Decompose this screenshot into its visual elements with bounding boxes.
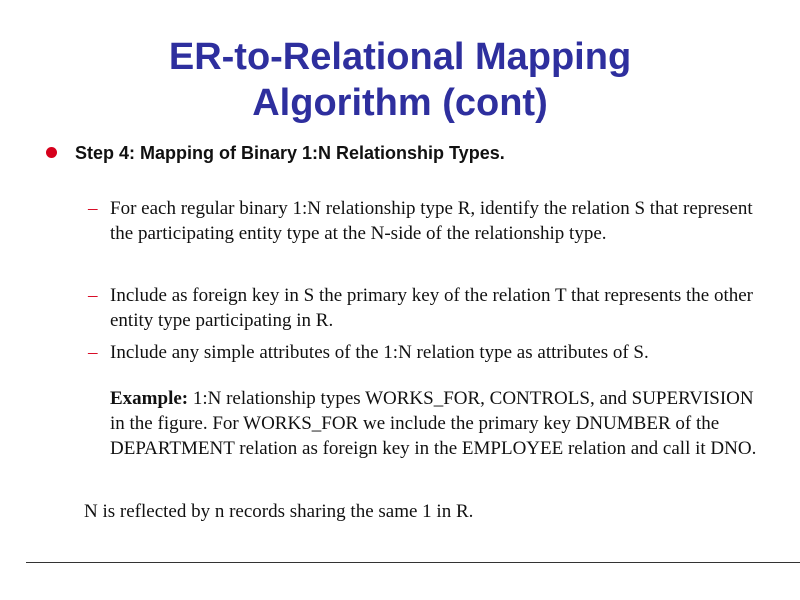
dash-icon: – xyxy=(88,198,98,219)
note-text: N is reflected by n records sharing the same 1 in R. xyxy=(84,501,474,522)
dash-icon: – xyxy=(88,285,98,306)
bullet-dot-icon xyxy=(46,147,57,158)
example-paragraph xyxy=(110,386,770,461)
example-text: 1:N relationship types WORKS_FOR, CONTROLS, and SUPERVISION in the figure. For WORKS_FOR we include the primary key DNUMBER of the DEPARTMENT relation as foreign key in the EMPLOYEE relation and call it DNO. xyxy=(110,388,757,459)
example-label: Example: xyxy=(110,388,189,409)
dash-icon: – xyxy=(88,342,98,363)
list-item-text: Include any simple attributes of the 1:N relation type as attributes of S. xyxy=(110,342,649,363)
slide-title-line-2: Algorithm (cont) xyxy=(252,82,548,124)
slide-title xyxy=(0,34,800,126)
step-heading: Step 4: Mapping of Binary 1:N Relationship Types. xyxy=(75,143,505,163)
list-item-text: Include as foreign key in S the primary key of the relation T that represents the other entity type participating in R. xyxy=(110,285,753,331)
list-item-text: For each regular binary 1:N relationship type R, identify the relation S that represent the participating entity type at the N-side of the relationship type. xyxy=(110,198,753,244)
footer-divider xyxy=(26,562,800,563)
slide-title-line-1: ER-to-Relational Mapping xyxy=(168,36,632,78)
